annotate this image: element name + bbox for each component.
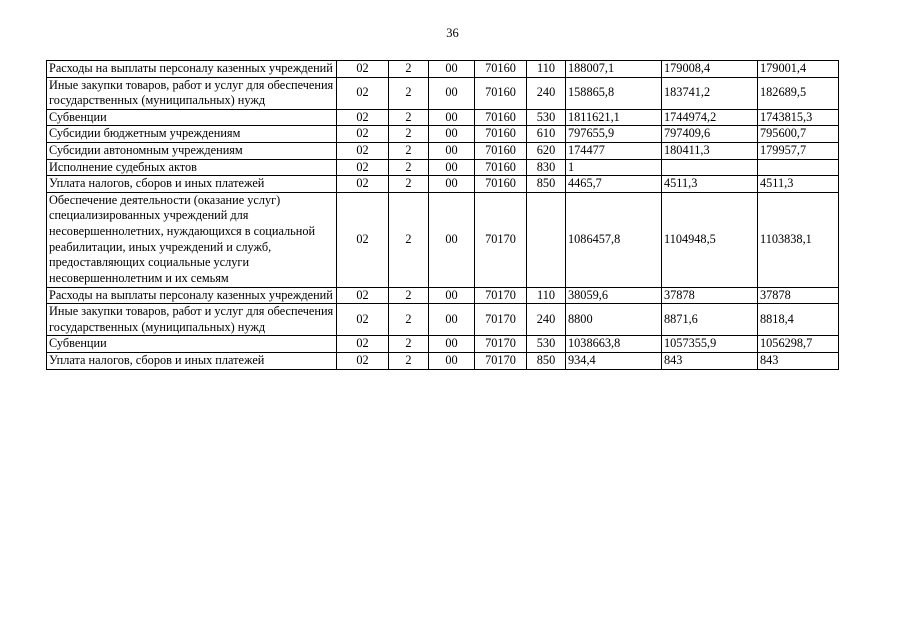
- expense-type-code: 110: [527, 287, 566, 304]
- amount-year-2: 183741,2: [662, 77, 758, 109]
- amount-year-3: 795600,7: [758, 126, 839, 143]
- subsection-code: 2: [389, 143, 429, 160]
- subsection-code: 2: [389, 61, 429, 78]
- subsection-code: 2: [389, 77, 429, 109]
- target-item-code: 70170: [475, 287, 527, 304]
- section-code: 02: [337, 159, 389, 176]
- amount-year-1: 4465,7: [566, 176, 662, 193]
- budget-table-body: [47, 61, 839, 370]
- target-item-code: 70160: [475, 159, 527, 176]
- program-code: 00: [429, 176, 475, 193]
- table-row: [47, 126, 839, 143]
- row-description: Субвенции: [47, 336, 337, 353]
- table-row: [47, 61, 839, 78]
- section-code: 02: [337, 109, 389, 126]
- program-code: 00: [429, 159, 475, 176]
- amount-year-2: 1104948,5: [662, 192, 758, 287]
- amount-year-3: 182689,5: [758, 77, 839, 109]
- target-item-code: 70160: [475, 176, 527, 193]
- amount-year-3: 1103838,1: [758, 192, 839, 287]
- section-code: 02: [337, 336, 389, 353]
- target-item-code: 70160: [475, 61, 527, 78]
- amount-year-2: 797409,6: [662, 126, 758, 143]
- expense-type-code: 830: [527, 159, 566, 176]
- amount-year-3: 37878: [758, 287, 839, 304]
- row-description: Уплата налогов, сборов и иных платежей: [47, 176, 337, 193]
- table-row: [47, 304, 839, 336]
- amount-year-3: 4511,3: [758, 176, 839, 193]
- amount-year-3: 8818,4: [758, 304, 839, 336]
- expense-type-code: 240: [527, 77, 566, 109]
- target-item-code: 70170: [475, 192, 527, 287]
- target-item-code: 70160: [475, 126, 527, 143]
- amount-year-1: 38059,6: [566, 287, 662, 304]
- target-item-code: 70170: [475, 352, 527, 369]
- amount-year-1: 797655,9: [566, 126, 662, 143]
- target-item-code: 70160: [475, 77, 527, 109]
- section-code: 02: [337, 192, 389, 287]
- program-code: 00: [429, 287, 475, 304]
- target-item-code: 70170: [475, 304, 527, 336]
- budget-table: [46, 60, 839, 370]
- target-item-code: 70160: [475, 143, 527, 160]
- subsection-code: 2: [389, 304, 429, 336]
- subsection-code: 2: [389, 176, 429, 193]
- section-code: 02: [337, 126, 389, 143]
- table-row: [47, 159, 839, 176]
- amount-year-2: 843: [662, 352, 758, 369]
- expense-type-code: 240: [527, 304, 566, 336]
- subsection-code: 2: [389, 352, 429, 369]
- row-description: Уплата налогов, сборов и иных платежей: [47, 352, 337, 369]
- expense-type-code: 850: [527, 352, 566, 369]
- row-description: Обеспечение деятельности (оказание услуг) специализированных учреждений для несовершеннолетних, нуждающихся в социальной реабилитации, иных учреждений и служб, предоставляющих социальные услуги несовершеннолетним и их семьям: [47, 192, 337, 287]
- program-code: 00: [429, 192, 475, 287]
- row-description: Расходы на выплаты персоналу казенных учреждений: [47, 287, 337, 304]
- amount-year-3: 179001,4: [758, 61, 839, 78]
- amount-year-1: 158865,8: [566, 77, 662, 109]
- subsection-code: 2: [389, 287, 429, 304]
- expense-type-code: 530: [527, 336, 566, 353]
- table-row: [47, 287, 839, 304]
- expense-type-code: 530: [527, 109, 566, 126]
- section-code: 02: [337, 352, 389, 369]
- page-number: 36: [446, 26, 459, 40]
- section-code: 02: [337, 287, 389, 304]
- table-row: [47, 77, 839, 109]
- table-row: [47, 192, 839, 287]
- table-row: [47, 336, 839, 353]
- row-description: Расходы на выплаты персоналу казенных учреждений: [47, 61, 337, 78]
- row-description: Субсидии автономным учреждениям: [47, 143, 337, 160]
- amount-year-2: 37878: [662, 287, 758, 304]
- program-code: 00: [429, 352, 475, 369]
- program-code: 00: [429, 126, 475, 143]
- row-description: Субвенции: [47, 109, 337, 126]
- amount-year-2: [662, 159, 758, 176]
- amount-year-2: 1057355,9: [662, 336, 758, 353]
- row-description: Исполнение судебных актов: [47, 159, 337, 176]
- amount-year-3: 843: [758, 352, 839, 369]
- expense-type-code: 110: [527, 61, 566, 78]
- table-row: [47, 109, 839, 126]
- expense-type-code: 610: [527, 126, 566, 143]
- section-code: 02: [337, 304, 389, 336]
- amount-year-1: 1811621,1: [566, 109, 662, 126]
- section-code: 02: [337, 61, 389, 78]
- expense-type-code: 850: [527, 176, 566, 193]
- amount-year-1: 174477: [566, 143, 662, 160]
- amount-year-3: 1056298,7: [758, 336, 839, 353]
- amount-year-2: 180411,3: [662, 143, 758, 160]
- amount-year-1: 1086457,8: [566, 192, 662, 287]
- amount-year-2: 8871,6: [662, 304, 758, 336]
- subsection-code: 2: [389, 159, 429, 176]
- amount-year-2: 179008,4: [662, 61, 758, 78]
- amount-year-3: 1743815,3: [758, 109, 839, 126]
- section-code: 02: [337, 77, 389, 109]
- amount-year-1: 8800: [566, 304, 662, 336]
- amount-year-2: 4511,3: [662, 176, 758, 193]
- row-description: Иные закупки товаров, работ и услуг для обеспечения государственных (муниципальных) нужд: [47, 77, 337, 109]
- expense-type-code: [527, 192, 566, 287]
- table-row: [47, 143, 839, 160]
- subsection-code: 2: [389, 126, 429, 143]
- table-row: [47, 352, 839, 369]
- row-description: Иные закупки товаров, работ и услуг для обеспечения государственных (муниципальных) нужд: [47, 304, 337, 336]
- subsection-code: 2: [389, 192, 429, 287]
- amount-year-1: 1038663,8: [566, 336, 662, 353]
- section-code: 02: [337, 176, 389, 193]
- amount-year-3: [758, 159, 839, 176]
- program-code: 00: [429, 336, 475, 353]
- subsection-code: 2: [389, 336, 429, 353]
- amount-year-1: 934,4: [566, 352, 662, 369]
- program-code: 00: [429, 61, 475, 78]
- program-code: 00: [429, 304, 475, 336]
- expense-type-code: 620: [527, 143, 566, 160]
- amount-year-2: 1744974,2: [662, 109, 758, 126]
- target-item-code: 70170: [475, 336, 527, 353]
- amount-year-1: 188007,1: [566, 61, 662, 78]
- target-item-code: 70160: [475, 109, 527, 126]
- section-code: 02: [337, 143, 389, 160]
- program-code: 00: [429, 109, 475, 126]
- program-code: 00: [429, 77, 475, 109]
- amount-year-1: 1: [566, 159, 662, 176]
- table-row: [47, 176, 839, 193]
- amount-year-3: 179957,7: [758, 143, 839, 160]
- program-code: 00: [429, 143, 475, 160]
- row-description: Субсидии бюджетным учреждениям: [47, 126, 337, 143]
- subsection-code: 2: [389, 109, 429, 126]
